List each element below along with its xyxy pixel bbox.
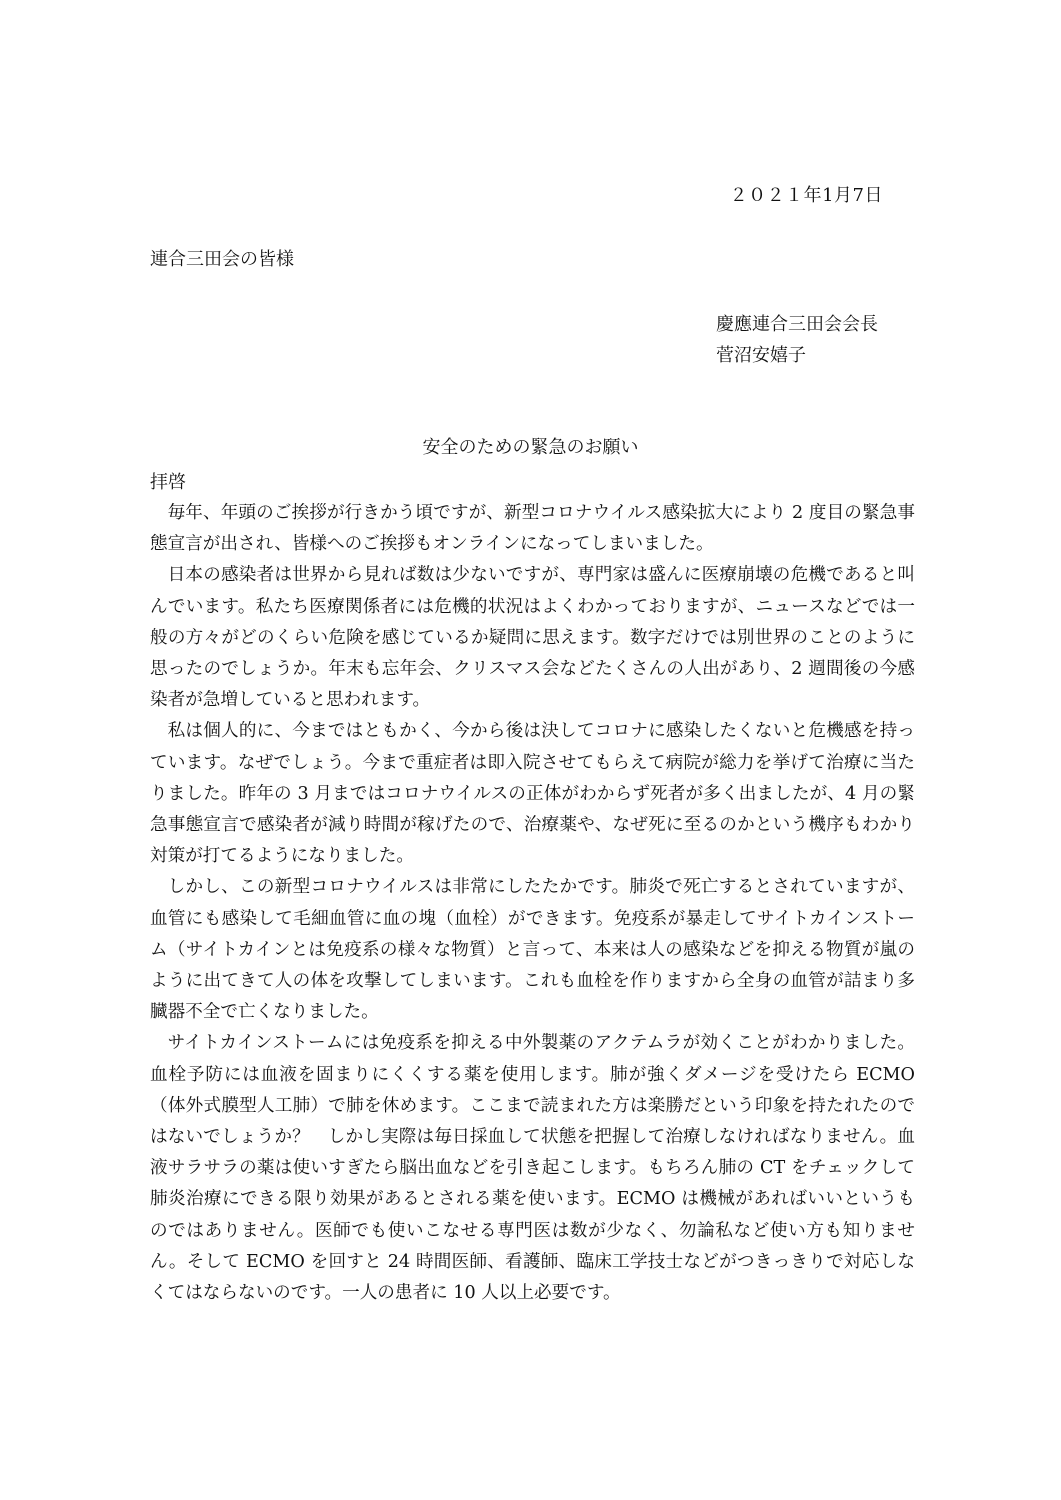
paragraph: しかし、この新型コロナウイルスは非常にしたたかです。肺炎で死亡するとされていますが、血管にも感染して毛細血管に血の塊（血栓）ができます。免疫系が暴走してサイトカインストーム（サイトカインとは免疫系の様々な物質）と言って、本来は人の感染などを抑える物質が嵐のように出てきて人の体を攻撃してしまいます。これも血栓を作りますから全身の血管が詰まり多臓器不全で亡くなりました。: [150, 877, 915, 1023]
salutation: 拝啓: [150, 472, 186, 493]
paragraph: 毎年、年頭のご挨拶が行きかう頃ですが、新型コロナウイルス感染拡大により 2 度目の緊急事態宣言が出され、皆様へのご挨拶もオンラインになってしまいました。: [150, 503, 915, 555]
addressee: 連合三田会の皆様: [150, 249, 294, 270]
paragraph: サイトカインストームには免疫系を抑える中外製薬のアクテムラが効くことがわかりました。血栓予防には血液を固まりにくくする薬を使用します。肺が強くダメージを受けたら ECMO（体外式膜型人工肺）で肺を休めます。ここまで読まれた方は楽勝だという印象を持たれたのではないでしょうか？ しかし実際は毎日採血して状態を把握して治療しなければなりません。血液サラサラの薬は使いすぎたら脳出血などを引き起こします。もちろん肺の CT をチェックして肺炎治療にできる限り効果があるとされる薬を使います。ECMO は機械があればいいというものではありません。医師でも使いこなせる専門医は数が少なく、勿論私など使い方も知りません。そして ECMO を回すと 24 時間医師、看護師、臨床工学技士などがつきっきりで対応しなくてはならないのです。一人の患者に 10 人以上必要です。: [150, 1033, 915, 1304]
sender-name: 菅沼安嬉子: [716, 345, 806, 366]
paragraph: 私は個人的に、今まではともかく、今から後は決してコロナに感染したくないと危機感を持っています。なぜでしょう。今まで重症者は即入院させてもらえて病院が総力を挙げて治療に当たりました。昨年の 3 月まではコロナウイルスの正体がわからず死者が多く出ましたが、4 月の緊急事態宣言で感染者が減り時間が稼げたので、治療薬や、なぜ死に至るのかという機序もわかり対策が打てるようになりました。: [150, 721, 915, 867]
letter-body: [150, 498, 915, 1309]
sender-block: [716, 309, 878, 371]
paragraph: 日本の感染者は世界から見れば数は少ないですが、専門家は盛んに医療崩壊の危機であると叫んでいます。私たち医療関係者には危機的状況はよくわかっておりますが、ニュースなどでは一般の方々がどのくらい危険を感じているか疑問に思えます。数字だけでは別世界のことのように思ったのでしょうか。年末も忘年会、クリスマス会などたくさんの人出があり、2 週間後の今感染者が急増していると思われます。: [150, 565, 915, 711]
sender-title: 慶應連合三田会会長: [716, 314, 878, 335]
letter-date: ２０２１年1月7日: [729, 185, 883, 206]
letter-subject: 安全のための緊急のお願い: [422, 437, 639, 458]
